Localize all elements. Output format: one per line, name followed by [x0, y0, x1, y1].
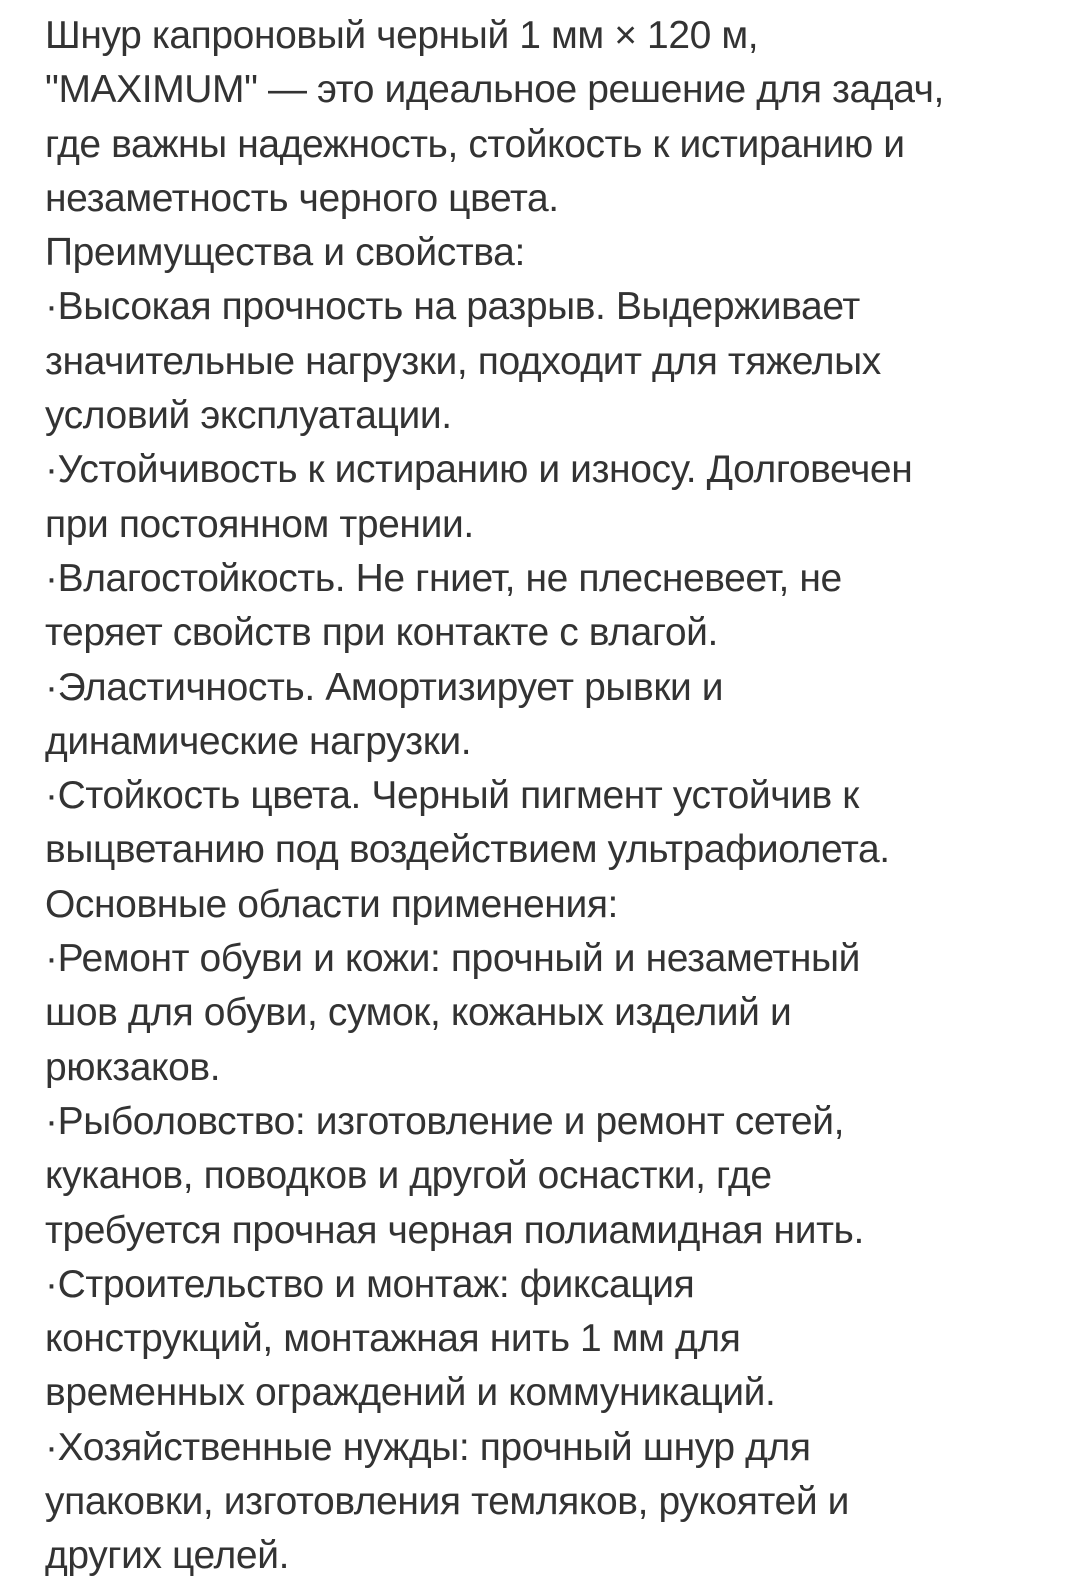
text-line: ·Хозяйственные нужды: прочный шнур для: [45, 1425, 811, 1469]
text-line: ·Высокая прочность на разрыв. Выдерживает: [45, 285, 860, 329]
text-line: куканов, поводков и другой оснастки, где: [45, 1154, 772, 1198]
text-line: требуется прочная черная полиамидная нить.: [45, 1208, 864, 1252]
text-line: конструкций, монтажная нить 1 мм для: [45, 1317, 741, 1361]
text-line: ·Строительство и монтаж: фиксация: [45, 1262, 695, 1306]
text-line: где важны надежность, стойкость к истиранию и: [45, 122, 905, 166]
text-line: динамические нагрузки.: [45, 719, 472, 763]
text-line: ·Рыболовство: изготовление и ремонт сетей,: [45, 1099, 845, 1143]
text-line: значительные нагрузки, подходит для тяжелых: [45, 339, 881, 383]
text-line: шов для обуви, сумок, кожаных изделий и: [45, 991, 792, 1035]
text-line: теряет свойств при контакте с влагой.: [45, 611, 718, 655]
text-line: ·Стойкость цвета. Черный пигмент устойчив к: [45, 774, 859, 818]
text-line: ·Влагостойкость. Не гниет, не плесневеет, не: [45, 556, 842, 600]
text-line: условий эксплуатации.: [45, 394, 452, 438]
text-line: при постоянном трении.: [45, 502, 474, 546]
text-line: ·Ремонт обуви и кожи: прочный и незаметный: [45, 937, 860, 981]
text-line: "MAXIMUM" — это идеальное решение для задач,: [45, 68, 944, 112]
text-line: других целей.: [45, 1534, 290, 1578]
text-line: выцветанию под воздействием ультрафиолета.: [45, 828, 890, 872]
text-line: рюкзаков.: [45, 1045, 221, 1089]
text-line: упаковки, изготовления темляков, рукоятей и: [45, 1480, 850, 1524]
text-line: незаметность черного цвета.: [45, 176, 559, 220]
text-line: Основные области применения:: [45, 882, 618, 926]
text-line: ·Устойчивость к истиранию и износу. Долговечен: [45, 448, 913, 492]
text-line: Преимущества и свойства:: [45, 231, 525, 275]
text-line: ·Эластичность. Амортизирует рывки и: [45, 665, 724, 709]
text-line: Шнур капроновый черный 1 мм × 120 м,: [45, 14, 759, 57]
text-line: временных ограждений и коммуникаций.: [45, 1371, 776, 1415]
